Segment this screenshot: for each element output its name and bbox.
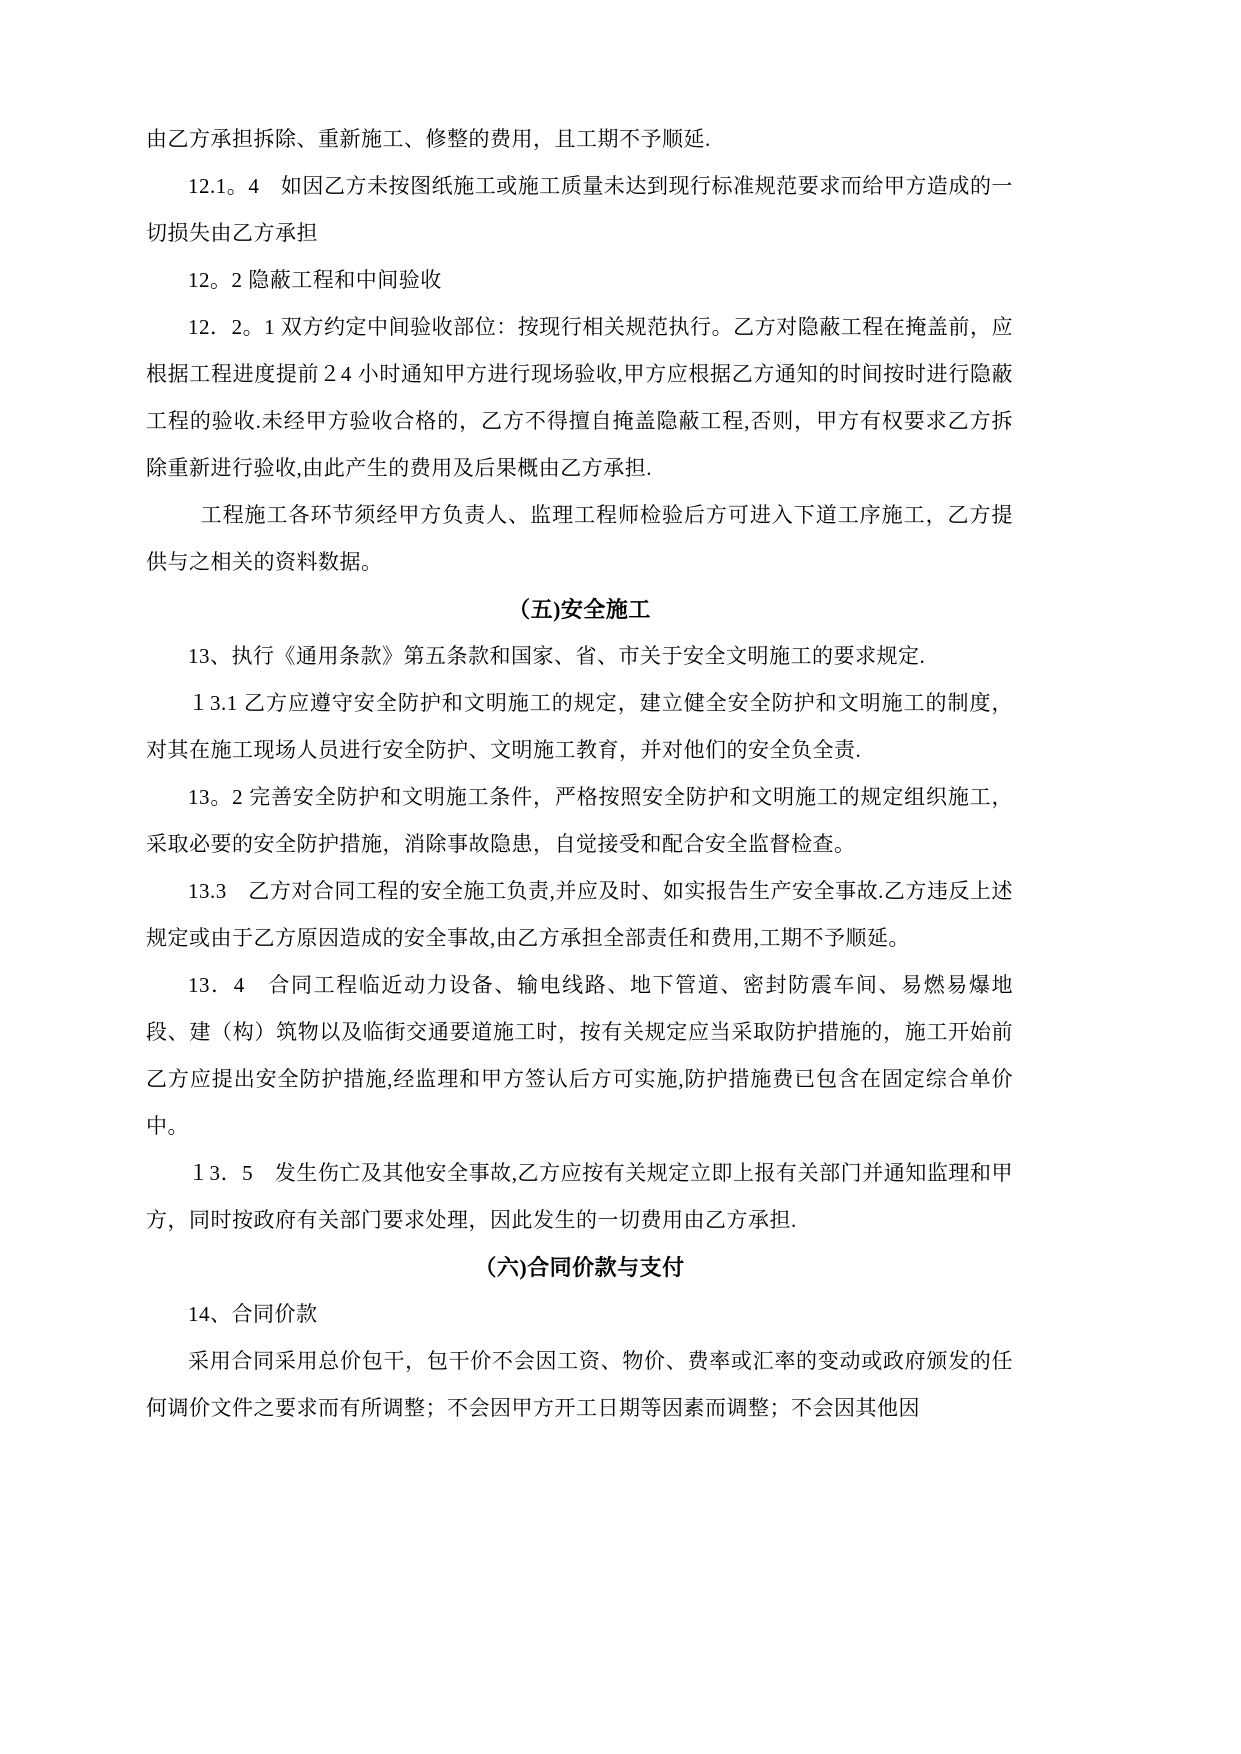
paragraph: 14、合同价款 <box>188 1302 318 1326</box>
paragraph: 13、执行《通用条款》第五条款和国家、省、市关于安全文明施工的要求规定. <box>188 644 926 668</box>
paragraph: １3．5 发生伤亡及其他安全事故,乙方应按有关规定立即上报有关部门并通知监理和甲方，同时按政府有关部门要求处理，因此发生的一切费用由乙方承担. <box>146 1161 1013 1232</box>
paragraph: 13。2 完善安全防护和文明施工条件，严格按照安全防护和文明施工的规定组织施工，采取必要的安全防护措施，消除事故隐患，自觉接受和配合安全监督检查。 <box>146 785 1013 856</box>
document-body <box>146 116 1013 1432</box>
section-heading: （六)合同价款与支付 <box>474 1255 685 1280</box>
paragraph: 13.3 乙方对合同工程的安全施工负责,并应及时、如实报告生产安全事故.乙方违反上述规定或由于乙方原因造成的安全事故,由乙方承担全部责任和费用,工期不予顺延。 <box>146 879 1013 950</box>
paragraph: 13．4 合同工程临近动力设备、输电线路、地下管道、密封防震车间、易燃易爆地段、建（构）筑物以及临街交通要道施工时，按有关规定应当采取防护措施的，施工开始前乙方应提出安全防护措施,经监理和甲方签认后方可实施,防护措施费已包含在固定综合单价中。 <box>146 973 1013 1138</box>
paragraph: 12。2 隐蔽工程和中间验收 <box>188 268 442 292</box>
paragraph: １3.1 乙方应遵守安全防护和文明施工的规定，建立健全安全防护和文明施工的制度，对其在施工现场人员进行安全防护、文明施工教育，并对他们的安全负全责. <box>146 691 1013 762</box>
paragraph: 工程施工各环节须经甲方负责人、监理工程师检验后方可进入下道工序施工，乙方提供与之相关的资料数据。 <box>146 503 1013 574</box>
paragraph: 12．2。1 双方约定中间验收部位：按现行相关规范执行。乙方对隐蔽工程在掩盖前，应根据工程进度提前２4 小时通知甲方进行现场验收,甲方应根据乙方通知的时间按时进行隐蔽工程的验收.未经甲方验收合格的，乙方不得擅自掩盖隐蔽工程,否则，甲方有权要求乙方拆除重新进行验收,由此产生的费用及后果概由乙方承担. <box>146 315 1013 480</box>
paragraph: 采用合同采用总价包干，包干价不会因工资、物价、费率或汇率的变动或政府颁发的任何调价文件之要求而有所调整；不会因甲方开工日期等因素而调整；不会因其他因 <box>146 1349 1013 1420</box>
paragraph: 12.1。4 如因乙方未按图纸施工或施工质量未达到现行标准规范要求而给甲方造成的一切损失由乙方承担 <box>146 174 1013 245</box>
section-heading: （五)安全施工 <box>508 597 651 622</box>
paragraph: 由乙方承担拆除、重新施工、修整的费用，且工期不予顺延. <box>146 127 711 151</box>
